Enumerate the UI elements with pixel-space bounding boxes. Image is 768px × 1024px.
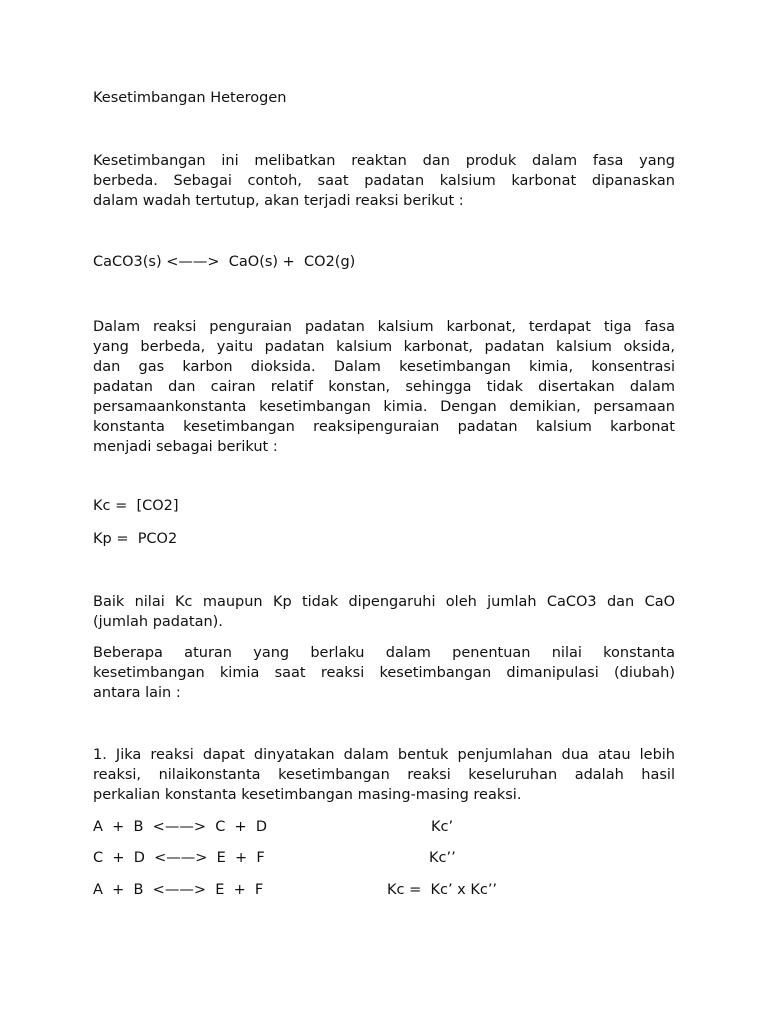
kc-expression: Kc = [CO2] bbox=[93, 498, 179, 514]
equation-reaction: A + B <——> C + D bbox=[93, 819, 268, 835]
paragraph-line: Baik nilai Kc maupun Kp tidak dipengaruhi oleh jumlah CaCO3 dan CaO bbox=[93, 594, 675, 610]
equation-reaction: A + B <——> E + F bbox=[93, 882, 264, 898]
equation-constant: Kc’ bbox=[431, 819, 454, 835]
paragraph-line: dalam wadah tertutup, akan terjadi reaksi berikut : bbox=[93, 193, 464, 209]
paragraph-line: antara lain : bbox=[93, 685, 181, 701]
paragraph-line: perkalian konstanta kesetimbangan masing-masing reaksi. bbox=[93, 787, 522, 803]
equation-constant: Kc = Kc’ x Kc’’ bbox=[387, 882, 498, 898]
paragraph-line: menjadi sebagai berikut : bbox=[93, 439, 278, 455]
paragraph-line: kesetimbangan kimia saat reaksi kesetimbangan dimanipulasi (diubah) bbox=[93, 665, 675, 681]
document-title: Kesetimbangan Heterogen bbox=[93, 90, 287, 106]
equation-reaction: C + D <——> E + F bbox=[93, 850, 265, 866]
kp-expression: Kp = PCO2 bbox=[93, 531, 178, 547]
explanation-paragraph bbox=[93, 317, 675, 457]
paragraph-line: Dalam reaksi penguraian padatan kalsium karbonat, terdapat tiga fasa bbox=[93, 319, 675, 335]
solids-note-paragraph bbox=[93, 592, 675, 632]
rule-one-paragraph bbox=[93, 745, 675, 805]
paragraph-line: yang berbeda, yaitu padatan kalsium karbonat, padatan kalsium oksida, bbox=[93, 339, 675, 355]
equation-constant: Kc’’ bbox=[429, 850, 456, 866]
paragraph-line: persamaankonstanta kesetimbangan kimia. Dengan demikian, persamaan bbox=[93, 399, 675, 415]
paragraph-line: 1. Jika reaksi dapat dinyatakan dalam bentuk penjumlahan dua atau lebih bbox=[93, 747, 675, 763]
paragraph-line: dan gas karbon dioksida. Dalam kesetimbangan kimia, konsentrasi bbox=[93, 359, 675, 375]
paragraph-line: reaksi, nilaikonstanta kesetimbangan reaksi keseluruhan adalah hasil bbox=[93, 767, 675, 783]
paragraph-line: berbeda. Sebagai contoh, saat padatan kalsium karbonat dipanaskan bbox=[93, 173, 675, 189]
rules-intro-paragraph bbox=[93, 643, 675, 703]
paragraph-line: Beberapa aturan yang berlaku dalam penentuan nilai konstanta bbox=[93, 645, 675, 661]
paragraph-line: konstanta kesetimbangan reaksipenguraian padatan kalsium karbonat bbox=[93, 419, 675, 435]
paragraph-line: padatan dan cairan relatif konstan, sehingga tidak disertakan dalam bbox=[93, 379, 675, 395]
paragraph-line: (jumlah padatan). bbox=[93, 614, 223, 630]
intro-paragraph bbox=[93, 151, 675, 211]
paragraph-line: Kesetimbangan ini melibatkan reaktan dan produk dalam fasa yang bbox=[93, 153, 675, 169]
reaction-equation: CaCO3(s) <——> CaO(s) + CO2(g) bbox=[93, 254, 356, 270]
